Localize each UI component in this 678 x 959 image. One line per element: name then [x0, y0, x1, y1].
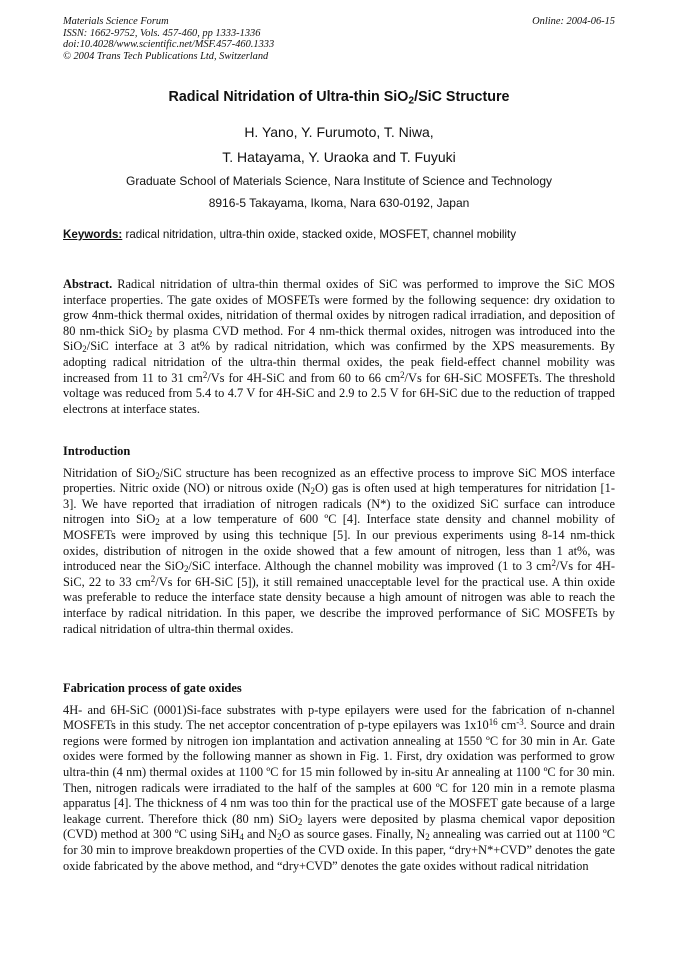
fabrication-paragraph: 4H- and 6H-SiC (0001)Si-face substrates with p-type epilayers were used for the fabrication of n-channel MOSFETs in this study. The net acceptor concentration of p-type epilayers was $1x10^{16}$ $cm^{-3}$. Source and drain regions were formed by nitrogen ion implantation and activation annealing at 1550 ºC for 30 min in Ar. Gate oxides were formed by the following manner as shown in Fig. 1. First, dry oxidation was performed to grow ultra-thin (4 nm) thermal oxides at 1100 ºC for 15 min followed by in-situ Ar annealing at 1100 ºC for 30 min. Then, nitrogen radicals were irradiated to the half of the samples at 600 ºC for 120 min in a remote plasma apparatus [4]. The thickness of 4 nm was too thin for the practical use of the MOSFET gate because of a large leakage current. Therefore thick (80 nm) SiO$_2$ layers were deposited by plasma chemical vapor deposition (CVD) method at 300 ºC using SiH$_4$ and $N_2O$ as source gases. Finally, $N_2$ annealing was carried out at 1100 ºC for 30 min to improve breakdown properties of the CVD oxide. In this paper, “dry+N*+CVD” denotes the gate oxide fabricated by the above method, and “dry+CVD” denotes the gate oxides without radical nitridation — [63, 702, 616, 873]
paper-title: Radical Nitridation of Ultra-thin SiO$_2$/SiC Structure — [168, 89, 510, 107]
journal-copyright: © 2004 Trans Tech Publications Ltd, Switzerland — [63, 50, 269, 62]
abstract-paragraph: Abstract. Radical nitridation of ultra-thin thermal oxides of SiC was performed to improve the SiC MOS interface properties. The gate oxides of MOSFETs were formed by the following sequence: dry oxidation to grow 4nm-thick thermal oxides, nitridation of thermal oxides by nitrogen radical irradiation, and deposition of 80 nm-thick SiO$_2$ by plasma CVD method. For 4 nm-thick thermal oxides, nitrogen was introduced into the SiO$_2$/SiC interface at 3 at% by radical nitridation, which was confirmed by the XPS measurements. By adopting radical nitridation of the ultra-thin thermal oxides, the peak field-effect channel mobility was increased from 11 to 31 $cm^2/Vs$ for 4H-SiC and from 60 to 66 $cm^2/Vs$ for 6H-SiC MOSFETs. The threshold voltage was reduced from 5.4 to 4.7 V for 4H-SiC and 2.9 to 2.5 V for 6H-SiC due to the reduction of trapped electrons at interface states. — [63, 277, 616, 416]
author-list — [0, 120, 678, 170]
introduction-section — [63, 444, 615, 637]
affiliation-line-2: 8916-5 Takayama, Ikoma, Nara 630-0192, Japan — [208, 196, 470, 210]
fabrication-heading: Fabrication process of gate oxides — [63, 681, 242, 695]
journal-issn: ISSN: 1662-9752, Vols. 457-460, pp 1333-1336 — [63, 27, 261, 39]
authors-line-1: H. Yano, Y. Furumoto, T. Niwa, — [244, 124, 434, 140]
keywords-label: Keywords: — [63, 228, 123, 241]
abstract-label: Abstract. — [63, 277, 113, 291]
introduction-heading: Introduction — [63, 444, 131, 458]
journal-doi[interactable]: doi:10.4028/www.scientific.net/MSF.457-460.1333 — [63, 39, 275, 51]
introduction-paragraph: Nitridation of SiO$_2$/SiC structure has been recognized as an effective process to improve SiC MOS interface properties. Nitric oxide (NO) or nitrous oxide $(N_2O)$ gas is often used at high temperatures for nitridation [1-3]. We have reported that irradiation of nitrogen radicals (N*) to the oxidized SiC surface can introduce nitrogen into SiO$_2$ at a low temperature of 600 ºC [4]. Interface state density and channel mobility of MOSFETs were improved by using this technique [5]. In our previous experiments using 8-14 nm-thick oxides, distribution of nitrogen in the oxide showed that a few amount of nitrogen, less than 1 at%, was introduced near the SiO$_2$/SiC interface. Although the channel mobility was improved (1 to 3 $cm^2/Vs$ for 4H-SiC, 22 to 33 $cm^2/Vs$ for 6H-SiC [5]), it still remained unacceptable level for the practical use. A thin oxide was preferable to reduce the interface state density because a high amount of nitrogen was able to reach the interface by radical nitridation. In this paper, we describe the improved performance of SiC MOSFETs by radical nitridation of ultra-thin thermal oxides. — [63, 465, 616, 636]
journal-name: Materials Science Forum — [63, 16, 169, 27]
affiliation — [0, 170, 678, 214]
affiliation-line-1: Graduate School of Materials Science, Nara Institute of Science and Technology — [125, 174, 553, 188]
online-date: Online: 2004-06-15 — [532, 16, 615, 27]
authors-line-2: T. Hatayama, Y. Uraoka and T. Fuyuki — [222, 149, 456, 165]
abstract — [63, 277, 615, 417]
fabrication-section — [63, 681, 615, 874]
keywords — [63, 228, 516, 241]
keywords-text: radical nitridation, ultra-thin oxide, stacked oxide, MOSFET, channel mobility — [122, 228, 517, 241]
journal-header — [63, 16, 274, 62]
